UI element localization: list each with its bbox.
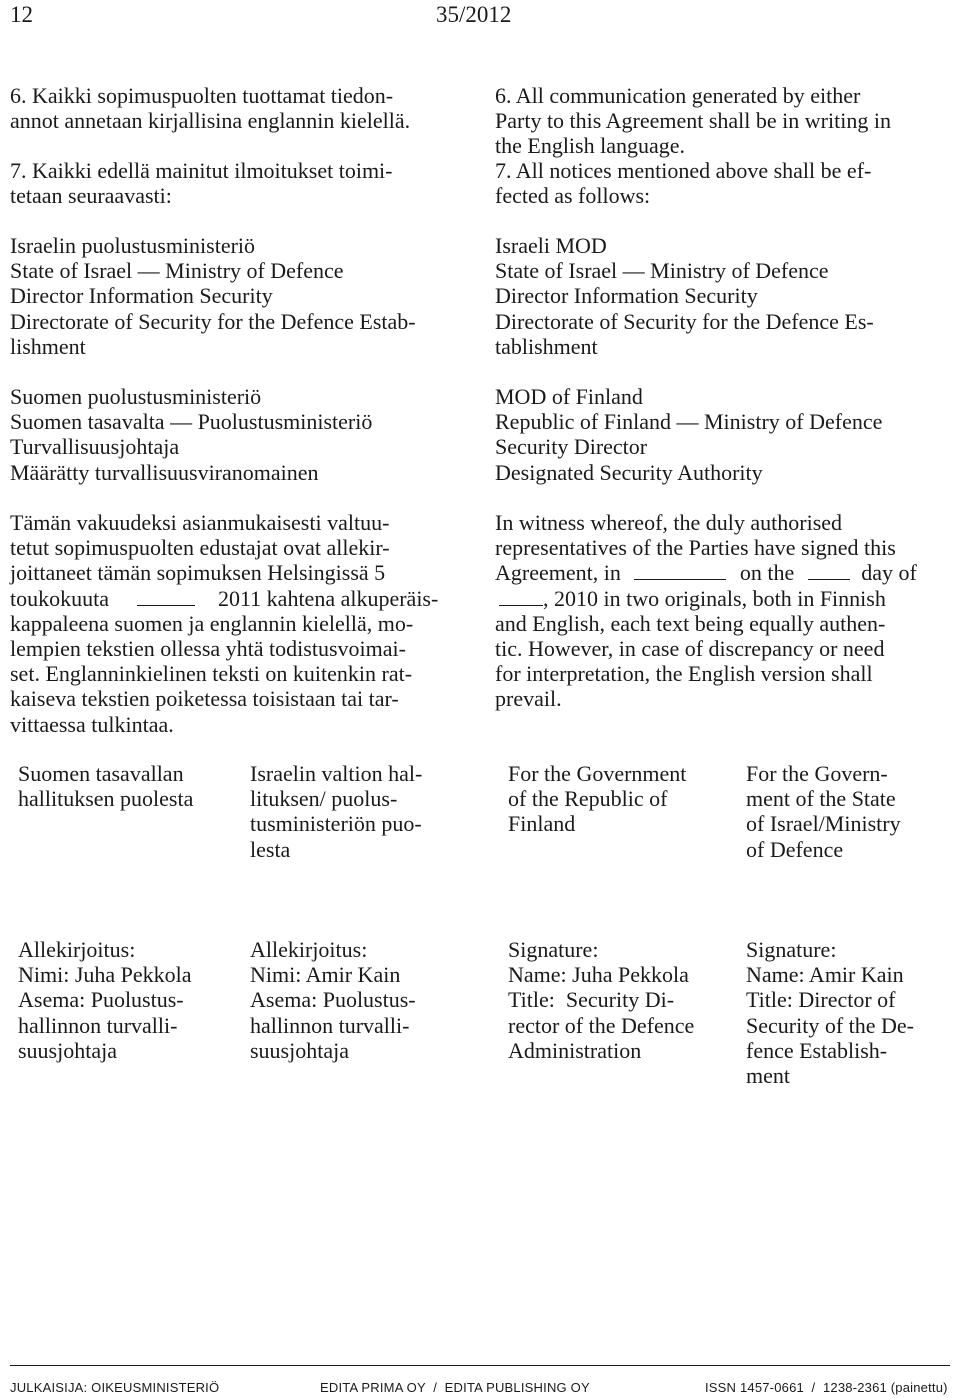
text-line: hallituksen puolesta: [18, 786, 194, 812]
page-number: 12: [10, 2, 33, 27]
address-line: Turvallisuusjohtaja: [10, 434, 180, 460]
text-line: Security of the De-: [746, 1012, 914, 1038]
fi-signature-israel: [250, 937, 465, 1063]
en-israel-address: [495, 233, 955, 359]
footer-divider: [10, 1365, 950, 1366]
text-line: Signature:: [508, 937, 599, 962]
text-line: tic. However, in case of discrepancy or need: [495, 636, 885, 662]
fi-signature-finland: [18, 937, 233, 1063]
text-line: of Defence: [746, 836, 844, 862]
text-line: Nimi: Juha Pekkola: [18, 962, 192, 988]
text-fragment: , 2010 in two originals, both in Finnish: [543, 585, 886, 611]
text-line: Finland: [508, 811, 576, 837]
text-line: lempien tekstien ollessa yhtä todistusvoimai-: [10, 636, 406, 662]
text-line: tetaan seuraavasti:: [10, 183, 172, 209]
text-line: set. Englanninkielinen teksti on kuitenkin rat-: [10, 661, 413, 687]
en-party-finland: [508, 761, 728, 837]
address-line: Israeli MOD: [495, 233, 607, 258]
text-line: lituksen/ puolus-: [250, 786, 398, 812]
text-line: ment: [746, 1063, 790, 1089]
fi-paragraph-7: [10, 158, 462, 208]
address-line: tablishment: [495, 333, 598, 359]
fi-witness-paragraph: [10, 510, 462, 737]
text-line: hallinnon turvalli-: [250, 1012, 410, 1038]
address-line: Republic of Finland — Ministry of Defence: [495, 409, 883, 435]
en-witness-paragraph: [495, 510, 955, 712]
address-line: State of Israel — Ministry of Defence: [495, 258, 829, 284]
en-signature-israel: [746, 937, 946, 1088]
text-line: Title: Security Di-: [508, 987, 675, 1013]
en-signature-finland: [508, 937, 728, 1063]
footer-publisher: JULKAISIJA: OIKEUSMINISTERIÖ: [10, 1380, 220, 1395]
text-line: ment of the State: [746, 786, 896, 812]
footer-issn: ISSN 1457-0661 / 1238-2361 (painettu): [705, 1380, 948, 1395]
text-line: [10, 586, 462, 611]
text-line: [495, 586, 955, 611]
address-line: Directorate of Security for the Defence Estab-: [10, 308, 416, 334]
text-line: representatives of the Parties have signed this: [495, 535, 896, 561]
text-line: hallinnon turvalli-: [18, 1012, 178, 1038]
address-line: Director Information Security: [495, 283, 758, 309]
text-line: for interpretation, the English version shall: [495, 661, 873, 687]
text-line: For the Govern-: [746, 761, 888, 786]
text-line: vittaessa tulkintaa.: [10, 711, 174, 737]
fi-party-israel: [250, 761, 465, 862]
text-line: 6. Kaikki sopimuspuolten tuottamat tiedon-: [10, 83, 394, 108]
text-line: suusjohtaja: [250, 1037, 349, 1063]
text-line: kappaleena suomen ja englannin kielellä, mo-: [10, 610, 414, 636]
text-line: Name: Amir Kain: [746, 962, 904, 988]
text-line: Nimi: Amir Kain: [250, 962, 401, 988]
place-blank: [634, 561, 726, 580]
text-line: Allekirjoitus:: [18, 937, 136, 962]
text-fragment: day of: [861, 560, 917, 586]
address-line: Määrätty turvallisuusviranomainen: [10, 459, 319, 485]
text-line: Title: Director of: [746, 987, 896, 1013]
fi-paragraph-6: [10, 83, 462, 133]
fi-israel-address: [10, 233, 462, 359]
text-line: of Israel/Ministry: [746, 811, 901, 837]
text-line: 7. Kaikki edellä mainitut ilmoitukset toimi-: [10, 158, 393, 183]
text-fragment: on the: [739, 560, 795, 586]
text-line: Israelin valtion hal-: [250, 761, 423, 786]
address-line: Suomen tasavalta — Puolustusministeriö: [10, 409, 373, 435]
text-line: suusjohtaja: [18, 1037, 117, 1063]
en-paragraph-6: [495, 83, 955, 159]
text-line: Asema: Puolustus-: [18, 987, 184, 1013]
en-party-israel: [746, 761, 946, 862]
en-paragraph-7: [495, 158, 955, 208]
text-line: tetut sopimuspuolten edustajat ovat allekir-: [10, 535, 390, 561]
text-line: fected as follows:: [495, 183, 651, 209]
footer-printer: EDITA PRIMA OY / EDITA PUBLISHING OY: [320, 1380, 590, 1395]
text-line: of the Republic of: [508, 786, 668, 812]
text-line: 7. All notices mentioned above shall be ef-: [495, 158, 872, 183]
address-line: Director Information Security: [10, 283, 273, 309]
text-line: [495, 560, 955, 585]
address-line: MOD of Finland: [495, 384, 643, 409]
text-line: the English language.: [495, 133, 686, 159]
en-finland-address: [495, 384, 955, 485]
text-line: rector of the Defence: [508, 1012, 695, 1038]
text-line: joittaneet tämän sopimuksen Helsingissä 5: [10, 560, 386, 586]
month-blank: [499, 587, 543, 606]
address-line: Directorate of Security for the Defence Es-: [495, 308, 874, 334]
address-line: Israelin puolustusministeriö: [10, 233, 256, 258]
fi-party-finland: [18, 761, 233, 811]
text-fragment: 2011 kahtena alkuperäis-: [218, 585, 439, 611]
text-line: annot annetaan kirjallisina englannin kielellä.: [10, 108, 411, 134]
fi-finland-address: [10, 384, 462, 485]
text-line: In witness whereof, the duly authorised: [495, 510, 843, 535]
text-line: kaiseva tekstien poiketessa toisistaan tai tar-: [10, 686, 399, 712]
text-line: 6. All communication generated by either: [495, 83, 861, 108]
address-line: Security Director: [495, 434, 648, 460]
text-line: tusministeriön puo-: [250, 811, 422, 837]
address-line: State of Israel — Ministry of Defence: [10, 258, 344, 284]
text-fragment: toukokuuta: [10, 585, 109, 611]
text-line: Asema: Puolustus-: [250, 987, 416, 1013]
text-line: Administration: [508, 1037, 642, 1063]
day-blank: [808, 561, 850, 580]
address-line: lishment: [10, 333, 86, 359]
address-line: Suomen puolustusministeriö: [10, 384, 262, 409]
address-line: Designated Security Authority: [495, 459, 763, 485]
text-line: Suomen tasavallan: [18, 761, 184, 786]
text-line: For the Government: [508, 761, 687, 786]
issue-number: 35/2012: [436, 2, 512, 27]
date-blank: [137, 587, 195, 606]
text-line: prevail.: [495, 686, 562, 712]
text-line: Tämän vakuudeksi asianmukaisesti valtuu-: [10, 510, 390, 535]
text-line: and English, each text being equally authen-: [495, 610, 886, 636]
text-line: Allekirjoitus:: [250, 937, 368, 962]
text-fragment: Agreement, in: [495, 560, 621, 586]
text-line: Signature:: [746, 937, 837, 962]
text-line: Party to this Agreement shall be in writing in: [495, 108, 891, 134]
text-line: Name: Juha Pekkola: [508, 962, 689, 988]
text-line: fence Establish-: [746, 1037, 888, 1063]
text-line: lesta: [250, 836, 291, 862]
